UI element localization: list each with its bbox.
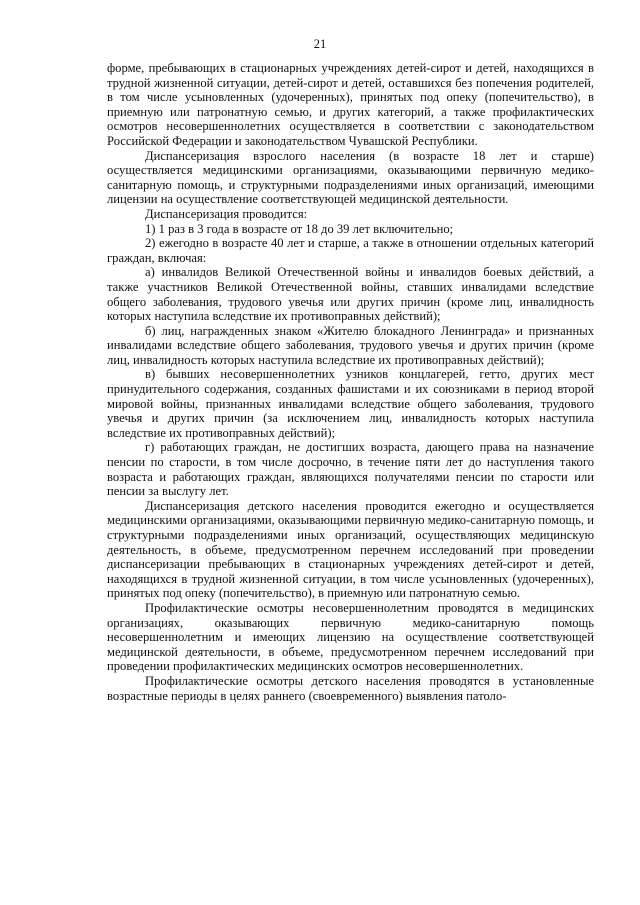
- paragraph-minors-checkups: Профилактические осмотры несовершеннолетним проводятся в медицинских организациях, оказывающих первичную медико-санитарную помощь несовершеннолетним и имеющих лицензию на осуществление соответствующей медицинской деятельности, в объеме, предусмотренном перечнем исследований при проведении профилактических медицинских осмотров несовершеннолетних.: [107, 600, 594, 674]
- paragraph-child-checkups: Профилактические осмотры детского населения проводятся в установленные возрастные периоды в целях раннего (своевременного) выявления патоло-: [107, 673, 594, 703]
- list-item-2: 2) ежегодно в возрасте 40 лет и старше, а также в отношении отдельных категорий граждан, включая:: [107, 236, 594, 265]
- paragraph-child-dispensary: Диспансеризация детского населения проводится ежегодно и осуществляется медицинскими организациями, оказывающими первичную медико-санитарную помощь, и структурными подразделениями иных организаций, осуществляющих медицинскую деятельность, в объеме, предусмотренном перечнем исследований при проведении диспансеризации пребывающих в стационарных учреждениях детей-сирот и детей, находящихся в трудной жизненной ситуации, в том числе усыновленных (удочеренных), принятых под опеку (попечительство), в приемную или патронатную семью.: [107, 498, 594, 601]
- list-item-g: г) работающих граждан, не достигших возраста, дающего права на назначение пенсии по старости, в том числе досрочно, в течение пяти лет до наступления такого возраста и работающих граждан, являющихся получателями пенсии по старости или пенсии за выслугу лет.: [107, 440, 594, 499]
- paragraph-adult-dispensary: Диспансеризация взрослого населения (в возрасте 18 лет и старше) осуществляется медицинскими организациями, оказывающими первичную медико-санитарную помощь, и структурными подразделениями иных организаций, имеющими лицензии на осуществление соответствующей медицинской деятельности.: [107, 148, 594, 207]
- document-body: [107, 61, 594, 703]
- list-item-1: 1) 1 раз в 3 года в возрасте от 18 до 39 лет включительно;: [145, 221, 454, 236]
- paragraph-continuation: форме, пребывающих в стационарных учреждениях детей-сирот и детей, находящихся в трудной жизненной ситуации, детей-сирот и детей, оставшихся без попечения родителей, в том числе усыновленных (удочеренных), принятых под опеку (попечительство), в приемную или патронатную семью, и других категорий, а также профилактических осмотров несовершеннолетних осуществляется в соответствии с законодательством Российской Федерации и законодательством Чувашской Республики.: [107, 61, 594, 148]
- list-item-v: в) бывших несовершеннолетних узников концлагерей, гетто, других мест принудительного содержания, созданных фашистами и их союзниками в период второй мировой войны, признанных инвалидами вследствие общего заболевания, трудового увечья и других причин (за исключением лиц, инвалидность которых наступила вследствие их противоправных действий);: [107, 367, 594, 440]
- paragraph-dispensary-schedule: Диспансеризация проводится:: [145, 206, 308, 221]
- list-item-b: б) лиц, награжденных знаком «Жителю блокадного Ленинграда» и признанных инвалидами вследствие общего заболевания, трудового увечья и других причин (кроме лиц, инвалидность которых наступила вследствие их противоправных действий);: [107, 323, 594, 367]
- page-number: 21: [313, 37, 327, 51]
- list-item-a: а) инвалидов Великой Отечественной войны и инвалидов боевых действий, а также участников Великой Отечественной войны, ставших инвалидами вследствие общего заболевания, трудового увечья или других причин (кроме лиц, инвалидность которых наступила вследствие их противоправных действий);: [107, 265, 594, 324]
